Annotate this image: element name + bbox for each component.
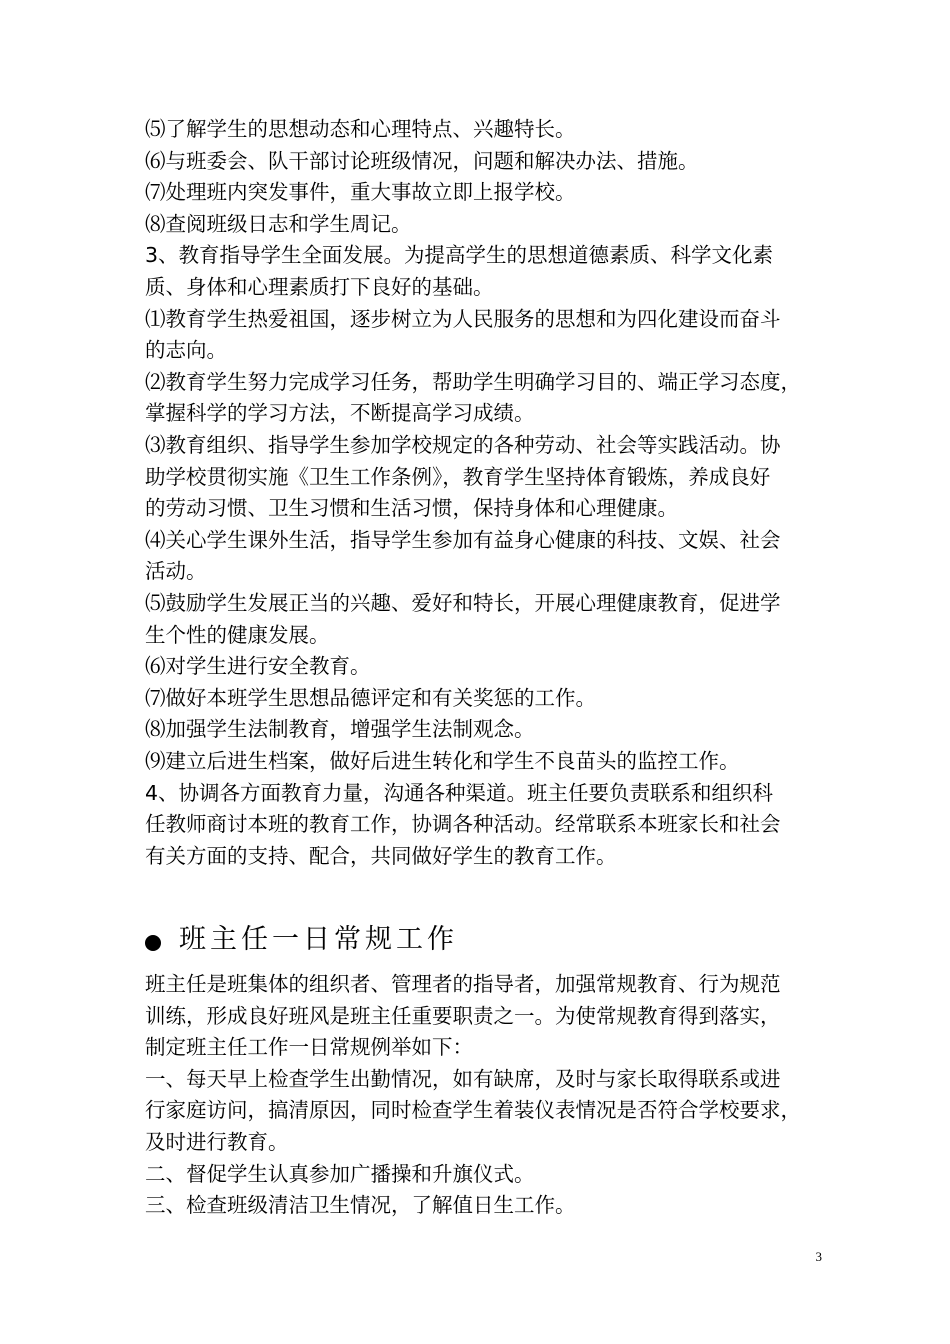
text-line: 三、检查班级清洁卫生情况，了解值日生工作。 <box>145 1193 576 1218</box>
page-number: 3 <box>815 1249 822 1264</box>
text-line: 行家庭访问，搞清原因，同时检查学生着装仪表情况是否符合学校要求， <box>145 1098 801 1123</box>
heading-text: 班主任一日常规工作 <box>179 924 458 955</box>
text-line: 掌握科学的学习方法，不断提高学习成绩。 <box>145 401 535 426</box>
text-line: ⑼建立后进生档案，做好后进生转化和学生不良苗头的监控工作。 <box>145 749 740 773</box>
text-line: ⑺做好本班学生思想品德评定和有关奖惩的工作。 <box>145 685 596 710</box>
text-line: 班主任是班集体的组织者、管理者的指导者，加强常规教育、行为规范 <box>145 972 781 996</box>
text-line: 一、每天早上检查学生出勤情况，如有缺席，及时与家长取得联系或进 <box>145 1066 781 1091</box>
text-line: 有关方面的支持、配合，共同做好学生的教育工作。 <box>145 843 617 868</box>
text-line: 4、协调各方面教育力量，沟通各种渠道。班主任要负责联系和组织科 <box>145 780 774 805</box>
text-line: ⑻查阅班级日志和学生周记。 <box>145 211 412 236</box>
text-line: ⑹对学生进行安全教育。 <box>145 654 371 679</box>
text-line: 3、教育指导学生全面发展。为提高学生的思想道德素质、科学文化素 <box>145 243 774 268</box>
text-line: 制定班主任工作一日常规例举如下： <box>145 1035 473 1060</box>
text-line: 生个性的健康发展。 <box>145 622 330 647</box>
text-line: ⑷关心学生课外生活，指导学生参加有益身心健康的科技、文娱、社会 <box>145 527 781 552</box>
text-line: 训练，形成良好班风是班主任重要职责之一。为使常规教育得到落实， <box>145 1003 781 1028</box>
text-line: ⑸了解学生的思想动态和心理特点、兴趣特长。 <box>145 117 576 141</box>
text-line: ⑶教育组织、指导学生参加学校规定的各种劳动、社会等实践活动。协 <box>145 433 781 457</box>
text-line: 活动。 <box>145 559 207 584</box>
text-line: 质、身体和心理素质打下良好的基础。 <box>145 275 494 299</box>
text-line: 任教师商讨本班的教育工作，协调各种活动。经常联系本班家长和社会 <box>145 812 781 837</box>
text-line: ⑸鼓励学生发展正当的兴趣、爱好和特长，开展心理健康教育，促进学 <box>145 591 781 615</box>
text-line: ⑻加强学生法制教育，增强学生法制观念。 <box>145 717 535 742</box>
text-line: 的志向。 <box>145 338 227 363</box>
text-line: 二、督促学生认真参加广播操和升旗仪式。 <box>145 1161 535 1186</box>
text-line: ⑺处理班内突发事件，重大事故立即上报学校。 <box>145 180 576 205</box>
text-line: ⑵教育学生努力完成学习任务，帮助学生明确学习目的、端正学习态度， <box>145 369 801 394</box>
text-line: 的劳动习惯、卫生习惯和生活习惯，保持身体和心理健康。 <box>145 496 678 521</box>
bullet-icon <box>145 935 161 951</box>
text-line: ⑴教育学生热爱祖国，逐步树立为人民服务的思想和为四化建设而奋斗 <box>145 306 781 331</box>
text-line: ⑹与班委会、队干部讨论班级情况，问题和解决办法、措施。 <box>145 148 699 173</box>
text-line: 助学校贯彻实施《卫生工作条例》，教育学生坚持体育锻炼，养成良好 <box>145 464 771 489</box>
text-line: 及时进行教育。 <box>145 1130 289 1154</box>
